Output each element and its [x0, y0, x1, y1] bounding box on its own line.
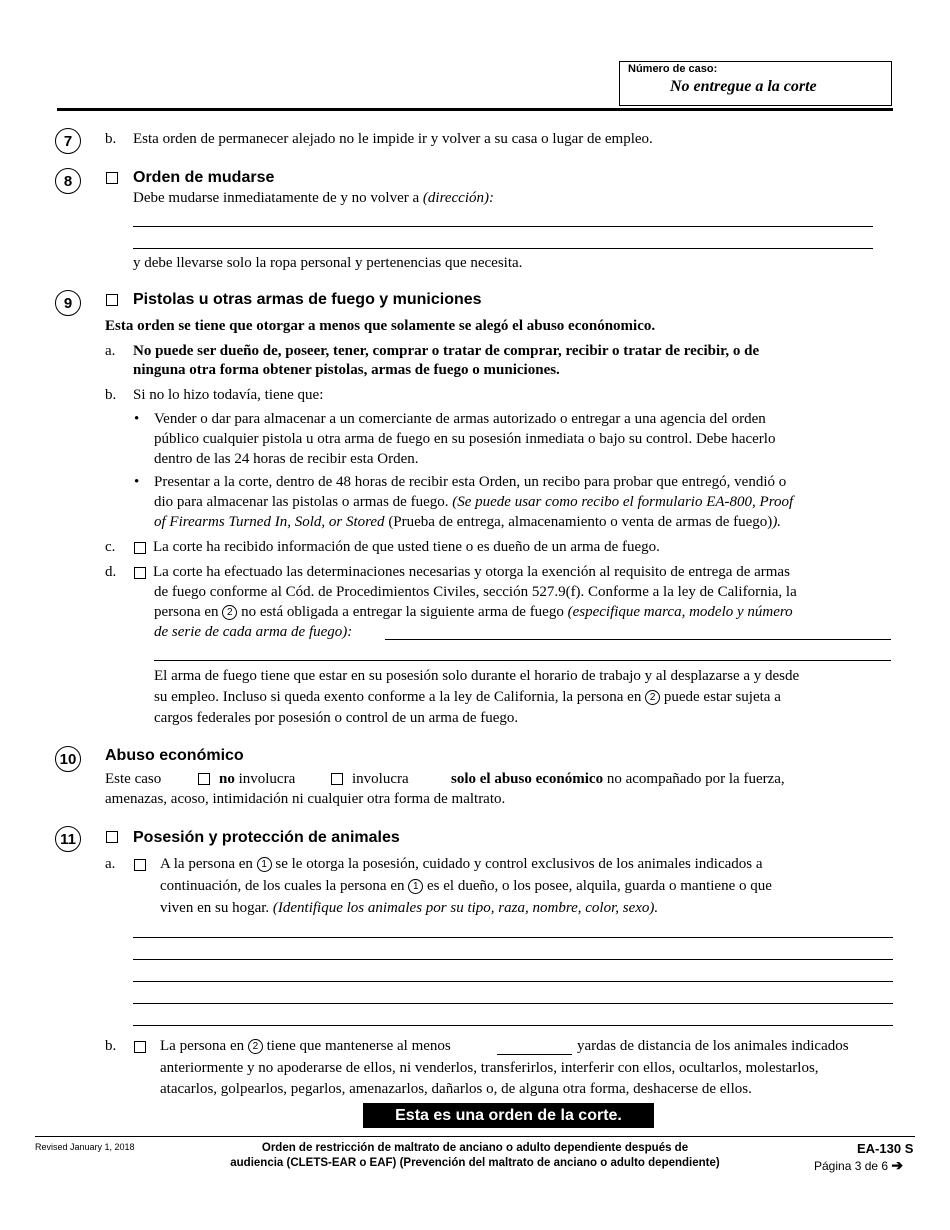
- item-9b-bullet1-line3: dentro de las 24 horas de recibir esta Orden.: [154, 451, 419, 467]
- item-9d-line4: de serie de cada arma de fuego):: [154, 624, 353, 640]
- item-11b-letter: b.: [105, 1038, 117, 1054]
- involves-checkbox[interactable]: [331, 773, 343, 785]
- address-line-2[interactable]: [133, 248, 873, 249]
- item-9d-line1: La corte ha efectuado las determinaciones necesarias y otorga la exención al requisito de entrega de armas: [153, 564, 790, 580]
- address-line-1[interactable]: [133, 226, 873, 227]
- item-9-checkbox[interactable]: [106, 294, 118, 306]
- item-9c-letter: c.: [105, 539, 116, 555]
- animals-line-1[interactable]: [133, 937, 893, 938]
- header-rule: [57, 108, 893, 111]
- page-number: Página 3 de 6 ➔: [814, 1157, 904, 1173]
- item-11-checkbox[interactable]: [106, 831, 118, 843]
- item-11a-letter: a.: [105, 856, 116, 872]
- next-page-arrow-icon: ➔: [891, 1157, 904, 1173]
- footer-title-line2: audiencia (CLETS-EAR o EAF) (Prevención del maltrato de anciano o adulto dependiente): [230, 1157, 720, 1169]
- not-involves-checkbox[interactable]: [198, 773, 210, 785]
- item-9b-bullet2-line3: of Firearms Turned In, Sold, or Stored (Prueba de entrega, almacenamiento o venta de armas de fuego)).: [154, 514, 782, 530]
- animals-line-3[interactable]: [133, 981, 893, 982]
- item-10-involves: involucra: [352, 771, 409, 787]
- footer-title-line1: Orden de restricción de maltrato de anciano o adulto dependiente después de: [261, 1142, 689, 1154]
- footer-rule: [35, 1136, 915, 1137]
- item-9d-line2: de fuego conforme al Cód. de Procedimientos Civiles, sección 527.9(f). Conforme a la ley de California, la: [154, 584, 797, 600]
- item-10-not-involves: no involucra: [219, 771, 296, 787]
- item-9b-bullet2-line2: dio para almacenar las pistolas o armas de fuego. (Se puede usar como recibo el formulario EA-800, Proof: [154, 494, 794, 510]
- item-8-line1: Debe mudarse inmediatamente de y no volver a (dirección):: [133, 190, 494, 206]
- item-11a-line2: continuación, de los cuales la persona en 1 es el dueño, o los posee, alquila, guarda o mantiene o que: [160, 878, 772, 894]
- revised-date: Revised January 1, 2018: [35, 1142, 135, 1152]
- case-number-value: No entregue a la corte: [670, 78, 817, 95]
- item-9d-para3: cargos federales por posesión o control de un arma de fuego.: [154, 710, 519, 726]
- item-11b-line1a: La persona en 2 tiene que mantenerse al menos: [160, 1038, 451, 1054]
- animals-line-4[interactable]: [133, 1003, 893, 1004]
- item-9a-line2: ninguna otra forma obtener pistolas, armas de fuego o municiones.: [133, 362, 560, 378]
- case-number-label: Número de caso:: [628, 63, 718, 75]
- item-9d-para2: su empleo. Incluso si queda exento conforme a la ley de California, la persona en 2 puede estar sujeta a: [154, 689, 781, 705]
- animals-line-2[interactable]: [133, 959, 893, 960]
- item-9d-para1: El arma de fuego tiene que estar en su posesión solo durante el horario de trabajo y al desplazarse a y desde: [154, 668, 800, 684]
- item-10-only-economic: solo el abuso económico no acompañado por la fuerza,: [451, 771, 785, 787]
- distance-yards-field[interactable]: [497, 1054, 572, 1055]
- firearm-line-1[interactable]: [385, 639, 891, 640]
- item-9b-bullet2-line1: Presentar a la corte, dentro de 48 horas de recibir esta Orden, un recibo para probar que entregó, vendió o: [154, 474, 787, 490]
- item-9b-text: Si no lo hizo todavía, tiene que:: [133, 387, 324, 403]
- party-2-ref: 2: [248, 1039, 263, 1054]
- item-9c-text: La corte ha recibido información de que usted tiene o es dueño de un arma de fuego.: [153, 539, 660, 555]
- item-8-title: Orden de mudarse: [133, 169, 275, 186]
- party-1-ref: 1: [257, 857, 272, 872]
- party-2-ref: 2: [645, 690, 660, 705]
- form-number: EA-130 S: [857, 1141, 914, 1156]
- item-number-11: 11: [55, 826, 81, 852]
- party-1-ref: 1: [408, 879, 423, 894]
- item-10-title: Abuso económico: [105, 747, 244, 764]
- item-11b-line3: atacarlos, golpearlos, pegarlos, amenazarlos, dañarlos o, de alguna otra forma, deshacerse de ellos.: [160, 1081, 752, 1097]
- firearm-line-2[interactable]: [154, 660, 891, 661]
- item-10-line2: amenazas, acoso, intimidación ni cualquier otra forma de maltrato.: [105, 791, 506, 807]
- item-11b-line1c: yardas de distancia de los animales indicados: [577, 1038, 849, 1054]
- item-9b-bullet1-line1: Vender o dar para almacenar a un comerciante de armas autorizado o entregar a una agencia del orden: [154, 411, 766, 427]
- item-8-checkbox[interactable]: [106, 172, 118, 184]
- item-number-10: 10: [55, 746, 81, 772]
- item-9a-line1: No puede ser dueño de, poseer, tener, comprar o tratar de comprar, recibir o tratar de recibir, o de: [133, 343, 760, 359]
- item-number-8: 8: [55, 168, 81, 194]
- item-8-line2: y debe llevarse solo la ropa personal y pertenencias que necesita.: [133, 255, 523, 271]
- animals-line-5[interactable]: [133, 1025, 893, 1026]
- item-10-case-prefix: Este caso: [105, 771, 162, 787]
- item-number-9: 9: [55, 290, 81, 316]
- item-11a-line1: A la persona en 1 se le otorga la posesión, cuidado y control exclusivos de los animales indicados a: [160, 856, 763, 872]
- item-number-7: 7: [55, 128, 81, 154]
- item-11b-line2: anteriormente y no apoderarse de ellos, ni venderlos, transferirlos, interferir con ellos, ocultarlos, molestarlos,: [160, 1060, 819, 1076]
- item-7-text: Esta orden de permanecer alejado no le impide ir y volver a su casa o lugar de empleo.: [133, 131, 653, 147]
- court-order-banner: Esta es una orden de la corte.: [363, 1103, 654, 1128]
- item-9b-letter: b.: [105, 387, 117, 403]
- item-9b-bullet1-line2: público cualquier pistola u otra arma de fuego en su posesión inmediata o bajo su control. Debe hacerlo: [154, 431, 776, 447]
- item-7-letter: b.: [105, 131, 117, 147]
- item-11a-checkbox[interactable]: [134, 859, 146, 871]
- item-9-intro: Esta orden se tiene que otorgar a menos que solamente se alegó el abuso econónomico.: [105, 318, 656, 334]
- party-2-ref: 2: [222, 605, 237, 620]
- item-11-title: Posesión y protección de animales: [133, 829, 400, 846]
- bullet-2: •: [134, 474, 140, 490]
- item-9a-letter: a.: [105, 343, 116, 359]
- item-9-title: Pistolas u otras armas de fuego y municiones: [133, 291, 482, 308]
- item-11a-line3: viven en su hogar. (Identifique los animales por su tipo, raza, nombre, color, sexo).: [160, 900, 659, 916]
- footer-title: [195, 1141, 755, 1171]
- item-9d-letter: d.: [105, 564, 117, 580]
- item-9c-checkbox[interactable]: [134, 542, 146, 554]
- item-9d-checkbox[interactable]: [134, 567, 146, 579]
- item-9d-line3: persona en 2 no está obligada a entregar la siguiente arma de fuego (especifique marca, modelo y número: [154, 604, 793, 620]
- item-11b-checkbox[interactable]: [134, 1041, 146, 1053]
- bullet-1: •: [134, 411, 140, 427]
- case-number-box: [619, 61, 892, 106]
